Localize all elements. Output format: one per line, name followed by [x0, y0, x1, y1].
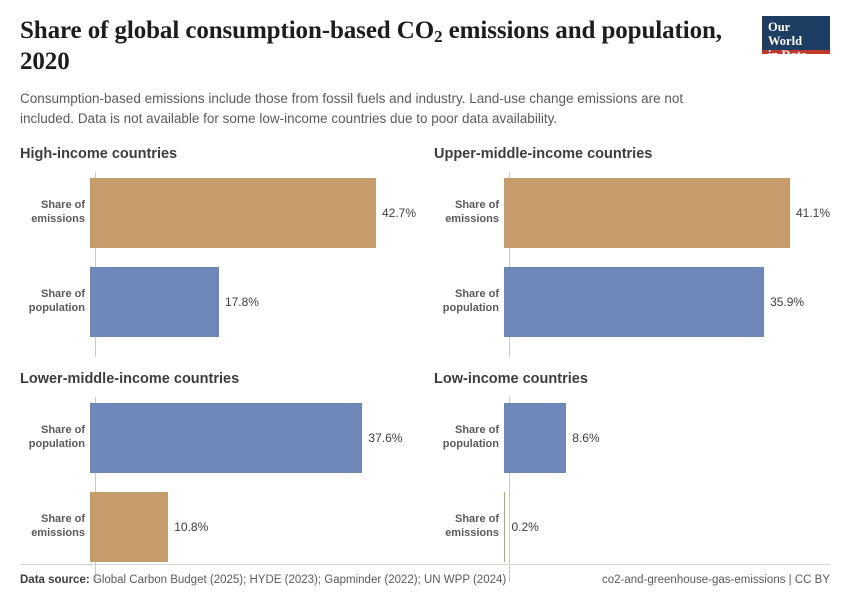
title-subscript: 2 [434, 27, 443, 46]
title-text-part1: Share of global consumption-based CO [20, 17, 435, 44]
bar-label-line-2: emissions [31, 213, 85, 226]
bar-label-line-1: Share of [40, 199, 85, 212]
bar-label-line-2: population [442, 302, 499, 315]
bar-row [20, 267, 416, 337]
bar-population[interactable] [90, 267, 219, 337]
our-world-in-data-logo[interactable] [762, 16, 830, 62]
bar-track [504, 403, 830, 473]
bar-row [434, 267, 830, 337]
bar-label-line-1: Share of [454, 199, 499, 212]
footer-source-label: Data source: [20, 574, 90, 586]
bar-emissions[interactable] [90, 178, 376, 248]
panel-high-income [20, 146, 416, 357]
panel-grid [20, 146, 830, 582]
bar-label-line-1: Share of [454, 424, 499, 437]
chart-header [20, 16, 830, 128]
footer-source [20, 574, 506, 586]
bar-row [20, 178, 416, 248]
bar-value-label: 42.7% [381, 206, 416, 221]
bar-label-line-2: emissions [31, 527, 85, 540]
chart-subtitle [20, 89, 740, 128]
bar-track [90, 178, 416, 248]
bar-label-line-1: Share of [40, 288, 85, 301]
footer-license: co2-and-greenhouse-gas-emissions | CC BY [602, 574, 830, 586]
chart-footer [20, 564, 830, 586]
bar-track [504, 492, 830, 562]
bar-label [20, 513, 90, 541]
bar-label [20, 199, 90, 227]
bar-value-label: 41.1% [795, 206, 830, 221]
bar-row [434, 178, 830, 248]
bar-row [20, 492, 416, 562]
bar-label [434, 424, 504, 452]
bar-population[interactable] [504, 267, 764, 337]
panel-plot [20, 172, 416, 357]
bar-label [434, 288, 504, 316]
bar-label [20, 424, 90, 452]
bar-label-line-2: emissions [445, 213, 499, 226]
panel-low-income [434, 371, 830, 582]
logo-line-1: Our World [768, 20, 803, 48]
bar-label-line-1: Share of [40, 513, 85, 526]
bar-track [90, 267, 416, 337]
panel-title: Upper-middle-income countries [434, 146, 653, 163]
bar-population[interactable] [504, 403, 566, 473]
panel-title: High-income countries [20, 146, 178, 163]
bar-value-label: 35.9% [770, 295, 805, 310]
panel-title: Lower-middle-income countries [20, 371, 240, 388]
bar-label-line-2: emissions [445, 527, 499, 540]
bar-value-label: 10.8% [174, 520, 209, 535]
bar-value-label: 0.2% [511, 520, 539, 535]
bar-label-line-2: population [442, 438, 499, 451]
subtitle-line-1: Consumption-based emissions include those from fossil fuels and industry. Land-use change emissions are not included. [20, 91, 684, 126]
bar-population[interactable] [90, 403, 362, 473]
bar-track [90, 403, 416, 473]
bar-track [504, 267, 830, 337]
title-year: 2020 [20, 47, 70, 75]
bar-emissions[interactable] [504, 178, 790, 248]
panel-title: Low-income countries [434, 371, 588, 388]
bar-label-line-2: population [28, 302, 85, 315]
bar-label-line-1: Share of [454, 513, 499, 526]
bar-row [434, 492, 830, 562]
bar-label [20, 288, 90, 316]
footer-source-text: Global Carbon Budget (2025); HYDE (2023); Gapminder (2022); UN WPP (2024) [92, 574, 507, 586]
bar-emissions[interactable] [504, 492, 505, 562]
title-text-part2: emissions and population, [442, 17, 722, 44]
panel-upper-middle-income [434, 146, 830, 357]
bar-value-label: 8.6% [572, 431, 600, 446]
panel-plot [434, 397, 830, 582]
bar-label-line-1: Share of [40, 424, 85, 437]
panel-plot [434, 172, 830, 357]
panel-lower-middle-income [20, 371, 416, 582]
panel-plot [20, 397, 416, 582]
bar-track [90, 492, 416, 562]
bar-track [504, 178, 830, 248]
bar-value-label: 17.8% [224, 295, 259, 310]
bar-label-line-1: Share of [454, 288, 499, 301]
logo-line-2: in Data [768, 48, 808, 62]
bar-label [434, 199, 504, 227]
bar-emissions[interactable] [90, 492, 168, 562]
bar-value-label: 37.6% [368, 431, 403, 446]
page-title [20, 16, 740, 77]
bar-label [434, 513, 504, 541]
bar-row [434, 403, 830, 473]
subtitle-line-2: Data is not available for some low-income countries due to poor data availability. [77, 110, 558, 126]
bar-label-line-2: population [28, 438, 85, 451]
bar-row [20, 403, 416, 473]
